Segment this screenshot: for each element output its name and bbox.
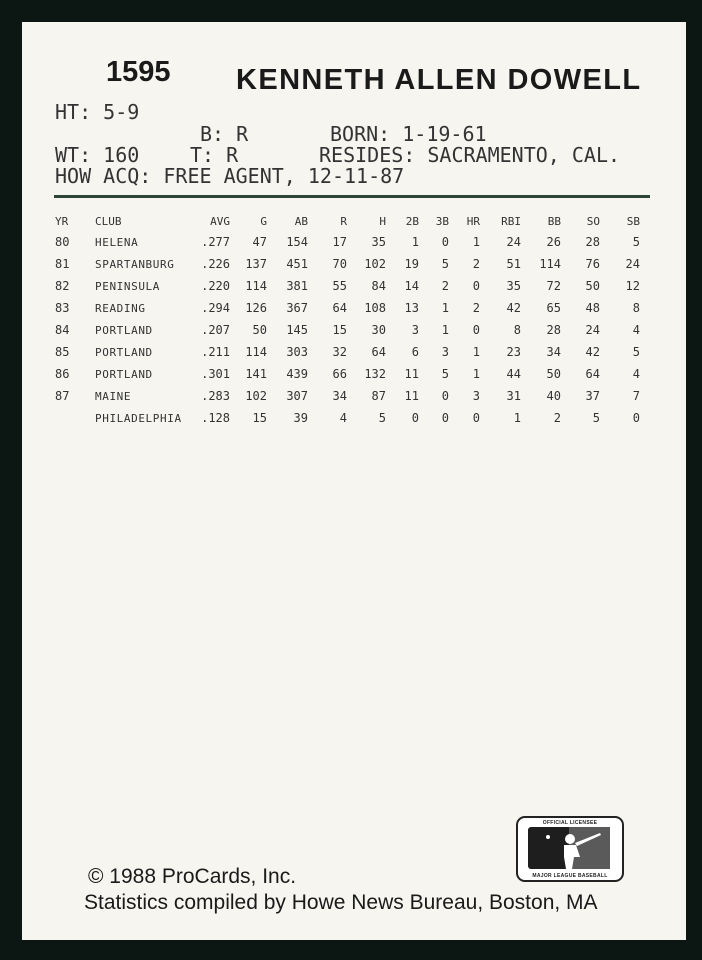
stats-cell-avg: .226 bbox=[201, 257, 230, 271]
stats-cell-so: 5 bbox=[592, 411, 600, 425]
stats-cell-r: 17 bbox=[332, 235, 347, 249]
stats-cell-r: 34 bbox=[332, 389, 347, 403]
stats-cell-sb: 4 bbox=[632, 367, 640, 381]
stats-cell-yr: 82 bbox=[55, 279, 70, 293]
stats-header-rbi: RBI bbox=[501, 215, 521, 228]
stats-credit: Statistics compiled by Howe News Bureau, Boston, MA bbox=[84, 891, 598, 914]
stats-cell-hr: 0 bbox=[472, 323, 480, 337]
stats-cell-2b: 11 bbox=[404, 367, 419, 381]
stats-cell-3b: 2 bbox=[441, 279, 449, 293]
stats-cell-sb: 0 bbox=[632, 411, 640, 425]
stats-header-2b: 2B bbox=[405, 215, 419, 228]
stats-cell-ab: 439 bbox=[286, 367, 308, 381]
stats-cell-yr: 85 bbox=[55, 345, 70, 359]
height: HT: 5-9 bbox=[55, 100, 140, 124]
stats-cell-avg: .301 bbox=[201, 367, 230, 381]
stats-cell-hr: 1 bbox=[472, 367, 480, 381]
stats-cell-so: 28 bbox=[585, 235, 600, 249]
stats-cell-bb: 34 bbox=[546, 345, 561, 359]
stats-cell-avg: .294 bbox=[201, 301, 230, 315]
stats-cell-yr: 80 bbox=[55, 235, 70, 249]
stats-cell-bb: 26 bbox=[546, 235, 561, 249]
stats-cell-yr: 83 bbox=[55, 301, 70, 315]
stats-cell-2b: 3 bbox=[411, 323, 419, 337]
stats-cell-sb: 7 bbox=[632, 389, 640, 403]
stats-cell-g: 137 bbox=[245, 257, 267, 271]
stats-cell-rbi: 35 bbox=[506, 279, 521, 293]
stats-cell-rbi: 23 bbox=[506, 345, 521, 359]
stats-cell-bb: 28 bbox=[546, 323, 561, 337]
stats-cell-h: 64 bbox=[371, 345, 386, 359]
stats-cell-2b: 6 bbox=[411, 345, 419, 359]
stats-cell-club: PORTLAND bbox=[95, 324, 153, 337]
stats-cell-h: 84 bbox=[371, 279, 386, 293]
stats-cell-ab: 145 bbox=[286, 323, 308, 337]
stats-cell-rbi: 1 bbox=[513, 411, 521, 425]
stats-cell-g: 15 bbox=[252, 411, 267, 425]
stats-cell-g: 114 bbox=[245, 279, 267, 293]
stats-cell-so: 76 bbox=[585, 257, 600, 271]
stats-cell-sb: 24 bbox=[625, 257, 640, 271]
stats-cell-rbi: 24 bbox=[506, 235, 521, 249]
stats-cell-ab: 303 bbox=[286, 345, 308, 359]
stats-cell-yr: 81 bbox=[55, 257, 70, 271]
stats-cell-sb: 12 bbox=[625, 279, 640, 293]
stats-cell-2b: 11 bbox=[404, 389, 419, 403]
stats-cell-g: 50 bbox=[252, 323, 267, 337]
stats-cell-r: 15 bbox=[332, 323, 347, 337]
stats-cell-yr: 86 bbox=[55, 367, 70, 381]
stats-cell-2b: 19 bbox=[404, 257, 419, 271]
stats-cell-3b: 3 bbox=[441, 345, 449, 359]
stats-cell-rbi: 8 bbox=[513, 323, 521, 337]
stats-cell-rbi: 44 bbox=[506, 367, 521, 381]
stats-cell-club: PORTLAND bbox=[95, 368, 153, 381]
born: BORN: 1-19-61 bbox=[330, 122, 487, 146]
stats-cell-ab: 307 bbox=[286, 389, 308, 403]
stats-cell-r: 64 bbox=[332, 301, 347, 315]
stats-header-3b: 3B bbox=[435, 215, 449, 228]
stats-cell-hr: 2 bbox=[472, 301, 480, 315]
stats-header-r: R bbox=[340, 215, 347, 228]
stats-cell-g: 102 bbox=[245, 389, 267, 403]
stats-cell-g: 126 bbox=[245, 301, 267, 315]
stats-cell-h: 132 bbox=[364, 367, 386, 381]
stats-cell-avg: .220 bbox=[201, 279, 230, 293]
stats-cell-h: 87 bbox=[371, 389, 386, 403]
card-back bbox=[22, 22, 686, 940]
stats-cell-avg: .283 bbox=[201, 389, 230, 403]
stats-cell-hr: 3 bbox=[472, 389, 480, 403]
card-number: 1595 bbox=[106, 56, 171, 88]
stats-cell-yr: 87 bbox=[55, 389, 70, 403]
copyright: © 1988 ProCards, Inc. bbox=[88, 865, 297, 888]
stats-cell-ab: 381 bbox=[286, 279, 308, 293]
stats-cell-bb: 40 bbox=[546, 389, 561, 403]
stats-cell-hr: 1 bbox=[472, 345, 480, 359]
throws: T: R bbox=[190, 143, 239, 167]
stats-cell-so: 24 bbox=[585, 323, 600, 337]
divider-rule bbox=[54, 195, 650, 198]
stats-cell-g: 114 bbox=[245, 345, 267, 359]
stats-cell-avg: .277 bbox=[201, 235, 230, 249]
stats-cell-club: PHILADELPHIA bbox=[95, 412, 182, 425]
stats-cell-2b: 1 bbox=[411, 235, 419, 249]
stats-cell-g: 47 bbox=[252, 235, 267, 249]
stats-cell-h: 30 bbox=[371, 323, 386, 337]
stats-cell-ab: 451 bbox=[286, 257, 308, 271]
stats-cell-avg: .128 bbox=[201, 411, 230, 425]
stats-cell-2b: 13 bbox=[404, 301, 419, 315]
stats-cell-so: 48 bbox=[585, 301, 600, 315]
stats-cell-hr: 0 bbox=[472, 411, 480, 425]
stats-cell-3b: 0 bbox=[441, 389, 449, 403]
stats-cell-3b: 5 bbox=[441, 257, 449, 271]
stats-cell-club: PORTLAND bbox=[95, 346, 153, 359]
stats-cell-r: 66 bbox=[332, 367, 347, 381]
stats-cell-ab: 39 bbox=[293, 411, 308, 425]
stats-header-so: SO bbox=[586, 215, 600, 228]
stats-cell-2b: 14 bbox=[404, 279, 419, 293]
bats: B: R bbox=[200, 122, 249, 146]
stats-cell-h: 5 bbox=[378, 411, 386, 425]
stats-header-avg: AVG bbox=[210, 215, 230, 228]
stats-cell-3b: 5 bbox=[441, 367, 449, 381]
stats-cell-sb: 8 bbox=[632, 301, 640, 315]
stats-cell-2b: 0 bbox=[411, 411, 419, 425]
stats-header-hr: HR bbox=[466, 215, 480, 228]
stats-header-sb: SB bbox=[626, 215, 640, 228]
stats-cell-club: SPARTANBURG bbox=[95, 258, 175, 271]
stats-cell-sb: 4 bbox=[632, 323, 640, 337]
stats-cell-so: 64 bbox=[585, 367, 600, 381]
stats-cell-r: 55 bbox=[332, 279, 347, 293]
stats-cell-3b: 0 bbox=[441, 411, 449, 425]
player-name: KENNETH ALLEN DOWELL bbox=[236, 64, 642, 96]
stats-cell-rbi: 51 bbox=[506, 257, 521, 271]
stats-cell-h: 35 bbox=[371, 235, 386, 249]
stats-cell-club: PENINSULA bbox=[95, 280, 161, 293]
stats-header-ab: AB bbox=[294, 215, 308, 228]
how-acquired: HOW ACQ: FREE AGENT, 12-11-87 bbox=[55, 164, 405, 188]
stats-cell-club: HELENA bbox=[95, 236, 139, 249]
stats-cell-hr: 0 bbox=[472, 279, 480, 293]
stats-cell-r: 70 bbox=[332, 257, 347, 271]
stats-cell-rbi: 42 bbox=[506, 301, 521, 315]
stats-cell-club: READING bbox=[95, 302, 146, 315]
stats-cell-r: 4 bbox=[339, 411, 347, 425]
stats-cell-sb: 5 bbox=[632, 345, 640, 359]
stats-cell-so: 37 bbox=[585, 389, 600, 403]
stats-cell-3b: 1 bbox=[441, 323, 449, 337]
stats-cell-bb: 114 bbox=[539, 257, 561, 271]
stats-header-club: CLUB bbox=[95, 215, 122, 228]
stats-cell-rbi: 31 bbox=[506, 389, 521, 403]
stats-cell-avg: .211 bbox=[201, 345, 230, 359]
stats-cell-bb: 50 bbox=[546, 367, 561, 381]
stats-cell-3b: 0 bbox=[441, 235, 449, 249]
batter-silhouette-icon bbox=[528, 827, 610, 869]
resides: RESIDES: SACRAMENTO, CAL. bbox=[319, 143, 621, 167]
stats-cell-so: 50 bbox=[585, 279, 600, 293]
stats-cell-bb: 72 bbox=[546, 279, 561, 293]
stats-cell-yr: 84 bbox=[55, 323, 70, 337]
stats-cell-g: 141 bbox=[245, 367, 267, 381]
stats-cell-bb: 65 bbox=[546, 301, 561, 315]
stats-cell-3b: 1 bbox=[441, 301, 449, 315]
stats-cell-hr: 1 bbox=[472, 235, 480, 249]
stats-cell-bb: 2 bbox=[553, 411, 561, 425]
stats-header-g: G bbox=[260, 215, 267, 228]
stats-cell-ab: 367 bbox=[286, 301, 308, 315]
stats-cell-club: MAINE bbox=[95, 390, 132, 403]
stats-cell-so: 42 bbox=[585, 345, 600, 359]
mlb-logo bbox=[516, 816, 624, 882]
stats-header-yr: YR bbox=[55, 215, 69, 228]
stats-header-bb: BB bbox=[547, 215, 561, 228]
weight: WT: 160 bbox=[55, 143, 140, 167]
logo-top-text: OFFICIAL LICENSEE bbox=[542, 820, 598, 826]
logo-bottom-text: MAJOR LEAGUE BASEBALL bbox=[532, 873, 608, 879]
stats-cell-ab: 154 bbox=[286, 235, 308, 249]
stats-cell-avg: .207 bbox=[201, 323, 230, 337]
stats-cell-sb: 5 bbox=[632, 235, 640, 249]
stats-cell-h: 108 bbox=[364, 301, 386, 315]
stats-cell-hr: 2 bbox=[472, 257, 480, 271]
stats-cell-r: 32 bbox=[332, 345, 347, 359]
stats-header-h: H bbox=[379, 215, 386, 228]
stats-cell-h: 102 bbox=[364, 257, 386, 271]
